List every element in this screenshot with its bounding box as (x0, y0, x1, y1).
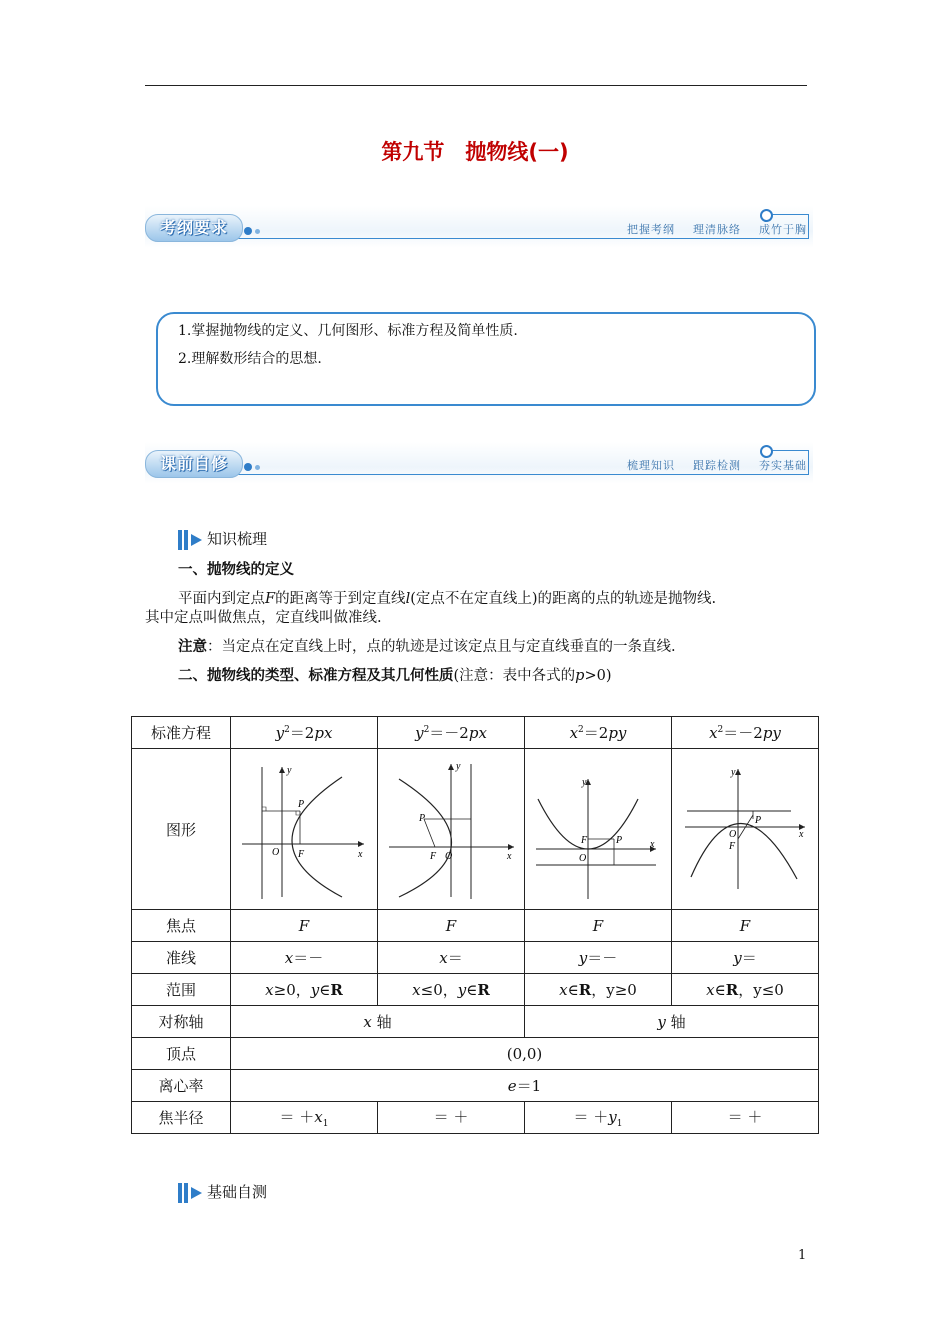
parabola-left-figure (379, 749, 524, 905)
banner-subtitle: 梳理知识 跟踪检测 夯实基础 (627, 459, 807, 472)
figure-cell (378, 749, 525, 910)
equation-cell: $y^2=-2px$ (378, 717, 525, 749)
parabola-right-figure (232, 749, 377, 905)
svg-text:x: x (649, 839, 654, 850)
row-label: 顶点 (132, 1038, 231, 1070)
heading-definition: 一、抛物线的定义 (178, 562, 294, 578)
row-label: 范围 (132, 974, 231, 1006)
row-label: 标准方程 (132, 717, 231, 749)
directrix-cell: x＝ (378, 942, 525, 974)
vertex-cell: (0,0) (231, 1038, 819, 1070)
svg-text:y: y (581, 777, 586, 788)
header-rule (145, 85, 807, 86)
svg-text:P: P (418, 813, 425, 824)
directrix-cell: y＝ (672, 942, 819, 974)
svg-text:F: F (728, 841, 735, 852)
radius-cell: ＝ $+x_1$ (231, 1102, 378, 1134)
figure-cell (231, 749, 378, 910)
dot-icon (244, 463, 252, 471)
banner-label: 课前自修 (145, 450, 243, 478)
parabola-down-figure (673, 749, 818, 905)
note: 注意：当定点在定直线上时，点的轨迹是过该定点且与定直线垂直的一条直线. (178, 639, 676, 655)
banner-exam-requirements (145, 206, 813, 248)
heading-properties: 二、抛物线的类型、标准方程及其几何性质(注意：表中各式的p>0) (178, 668, 612, 684)
axis-cell: x 轴 (231, 1006, 525, 1038)
table-row (132, 974, 819, 1006)
svg-text:y: y (730, 767, 735, 778)
table-row (132, 1070, 819, 1102)
svg-text:P: P (754, 815, 761, 826)
row-label: 焦点 (132, 910, 231, 942)
focus-cell: F (378, 910, 525, 942)
svg-text:F: F (429, 851, 436, 862)
row-label: 对称轴 (132, 1006, 231, 1038)
equation-cell: $y^2=2px$ (231, 717, 378, 749)
section-marker-icon (178, 529, 204, 551)
requirement-item: 1.掌握抛物线的定义、几何图形、标准方程及简单性质. (178, 323, 518, 339)
section-knowledge: 知识梳理 (178, 528, 267, 551)
banner-label: 考纲要求 (145, 214, 243, 242)
figure-cell (525, 749, 672, 910)
range-cell: x∈R，y≥0 (525, 974, 672, 1006)
banner-pre-class (145, 442, 813, 484)
range-cell: x≤0，y∈R (378, 974, 525, 1006)
radius-cell: ＝ $+y_1$ (525, 1102, 672, 1134)
requirements-box (156, 312, 816, 406)
radius-cell: ＝ ＋ (672, 1102, 819, 1134)
requirement-item: 2.理解数形结合的思想. (178, 351, 322, 367)
dot-icon (255, 465, 260, 470)
table-row (132, 749, 819, 910)
range-cell: x≥0，y∈R (231, 974, 378, 1006)
table-row (132, 1006, 819, 1038)
radius-cell: ＝ ＋ (378, 1102, 525, 1134)
table-row (132, 1038, 819, 1070)
equation-cell: $x^2=-2py$ (672, 717, 819, 749)
parabola-properties-table (131, 716, 819, 1134)
svg-text:x: x (357, 849, 362, 860)
dot-icon (255, 229, 260, 234)
section-selftest: 基础自测 (178, 1181, 267, 1204)
figure-cell (672, 749, 819, 910)
row-label: 准线 (132, 942, 231, 974)
section-marker-icon (178, 1182, 204, 1204)
svg-text:O: O (271, 847, 279, 858)
svg-text:F: F (297, 849, 304, 860)
banner-subtitle: 把握考纲 理清脉络 成竹于胸 (627, 223, 807, 236)
focus-cell: F (525, 910, 672, 942)
eccentricity-cell: e＝1 (231, 1070, 819, 1102)
definition-line-1: 平面内到定点F的距离等于到定直线l(定点不在定直线上)的距离的点的轨迹是抛物线. (178, 591, 717, 607)
table-row (132, 942, 819, 974)
axis-cell: y 轴 (525, 1006, 819, 1038)
table-row (132, 910, 819, 942)
row-label: 离心率 (132, 1070, 231, 1102)
svg-text:y: y (286, 765, 291, 776)
focus-cell: F (672, 910, 819, 942)
table-row (132, 717, 819, 749)
directrix-cell: y＝－ (525, 942, 672, 974)
page-title: 第九节 抛物线(一) (381, 140, 569, 164)
range-cell: x∈R，y≤0 (672, 974, 819, 1006)
svg-text:x: x (798, 829, 803, 840)
row-label: 图形 (132, 749, 231, 910)
page-number: 1 (798, 1248, 807, 1263)
parabola-up-figure (526, 749, 671, 905)
svg-text:O: O (578, 853, 586, 864)
table-row (132, 1102, 819, 1134)
svg-text:P: P (297, 799, 304, 810)
svg-text:O: O (444, 851, 452, 862)
svg-text:O: O (728, 829, 736, 840)
svg-text:x: x (506, 851, 511, 862)
row-label: 焦半径 (132, 1102, 231, 1134)
directrix-cell: x＝－ (231, 942, 378, 974)
dot-icon (244, 227, 252, 235)
svg-text:y: y (455, 761, 460, 772)
svg-text:P: P (615, 835, 622, 846)
focus-cell: F (231, 910, 378, 942)
equation-cell: $x^2=2py$ (525, 717, 672, 749)
definition-line-2: 其中定点叫做焦点，定直线叫做准线. (145, 610, 382, 626)
svg-text:F: F (580, 835, 587, 846)
